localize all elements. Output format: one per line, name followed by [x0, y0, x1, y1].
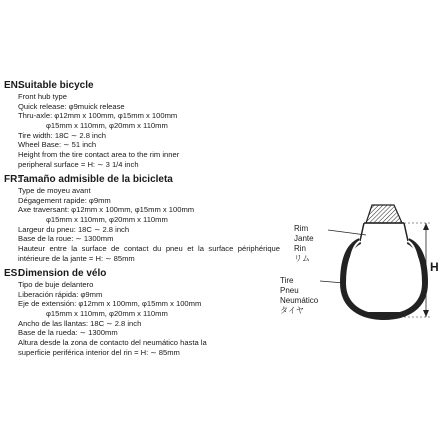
- tire-height-diagram: [250, 185, 440, 345]
- section-french: [0, 174, 290, 264]
- section-body: [0, 92, 290, 170]
- thru-axle-line-continued: φ15mm x 110mm, φ20mm x 110mm: [46, 309, 168, 319]
- hub-type-line: Type de moyeu avant: [18, 186, 91, 195]
- language-code: ES:: [4, 268, 21, 279]
- section-heading: [0, 268, 290, 280]
- thru-axle-line: Axe traversant: φ12mm x 100mm, φ15mm x 100mm: [18, 205, 195, 215]
- hub-type-line: Tipo de buje delantero: [18, 280, 94, 289]
- tire-label-es: Neumático: [280, 296, 319, 305]
- height-paragraph: Hauteur entre la surface de contact du pneu et la surface périphérique intérieure de la jante = H: ∼ 85mm: [18, 244, 280, 263]
- hub-type-line: Front hub type: [18, 92, 67, 101]
- wheel-base-line: Base de la rueda: ∼ 1300mm: [18, 328, 118, 338]
- section-heading: [0, 80, 290, 92]
- section-title: Suitable bicycle: [18, 80, 94, 91]
- rim-label: [294, 224, 314, 264]
- section-body: [0, 280, 290, 358]
- quick-release-line: Liberación rápida: φ9mm: [18, 289, 103, 299]
- wheel-base-line: Base de la roue: ∼ 1300mm: [18, 234, 114, 244]
- quick-release-line: Dégagement rapide: φ9mm: [18, 195, 111, 205]
- rim-label-ja: リム: [294, 254, 310, 263]
- section-heading: [0, 174, 290, 186]
- tire-width-line: Tire width: 18C ∼ 2.8 inch: [18, 130, 106, 140]
- tire-width-line: Largeur du pneu: 18C ∼ 2.8 inch: [18, 224, 130, 234]
- language-code: FR:: [4, 174, 21, 185]
- thru-axle-line: Eje de extensión: φ12mm x 100mm, φ15mm x 100mm: [18, 299, 202, 309]
- tire-width-line: Ancho de las llantas: 18C ∼ 2.8 inch: [18, 318, 142, 328]
- quick-release-line: Quick release: φ9muick release: [18, 101, 125, 111]
- rim-label-es: Rin: [294, 244, 307, 253]
- section-body: [0, 186, 290, 264]
- language-code: EN:: [4, 80, 22, 91]
- tire-cross-section-drawing: [250, 185, 440, 345]
- height-label: H: [430, 260, 439, 274]
- section-title: Dimension de vélo: [18, 268, 107, 279]
- tire-label-ja: タイヤ: [280, 306, 304, 315]
- height-line-continued: peripheral surface = H: ∼ 3 1/4 inch: [18, 159, 139, 169]
- section-title: Tamaño admisible de la bicicleta: [18, 174, 173, 185]
- tire-label: [280, 276, 318, 316]
- thru-axle-line-continued: φ15mm x 110mm, φ20mm x 110mm: [46, 121, 168, 131]
- thru-axle-line-continued: φ15mm x 110mm, φ20mm x 110mm: [46, 215, 168, 225]
- tire-label-en: Tire: [280, 276, 294, 285]
- rim-label-fr: Jante: [294, 234, 314, 243]
- tire-shape: [343, 241, 425, 317]
- height-line: Altura desde la zona de contacto del neumático hasta la: [18, 338, 207, 348]
- section-english: [0, 80, 290, 170]
- section-spanish: [0, 268, 290, 358]
- thru-axle-line: Thru-axle: φ12mm x 100mm, φ15mm x 100mm: [18, 111, 178, 121]
- height-line: Height from the tire contact area to the rim inner: [18, 150, 180, 160]
- tire-label-fr: Pneu: [280, 286, 299, 295]
- rim-leader-line: [328, 230, 366, 235]
- height-line-continued: superficie periférica interior del rin = H: ∼ 85mm: [18, 347, 180, 357]
- rim-label-en: Rim: [294, 224, 309, 233]
- wheel-base-line: Wheel Base: ∼ 51 inch: [18, 140, 97, 150]
